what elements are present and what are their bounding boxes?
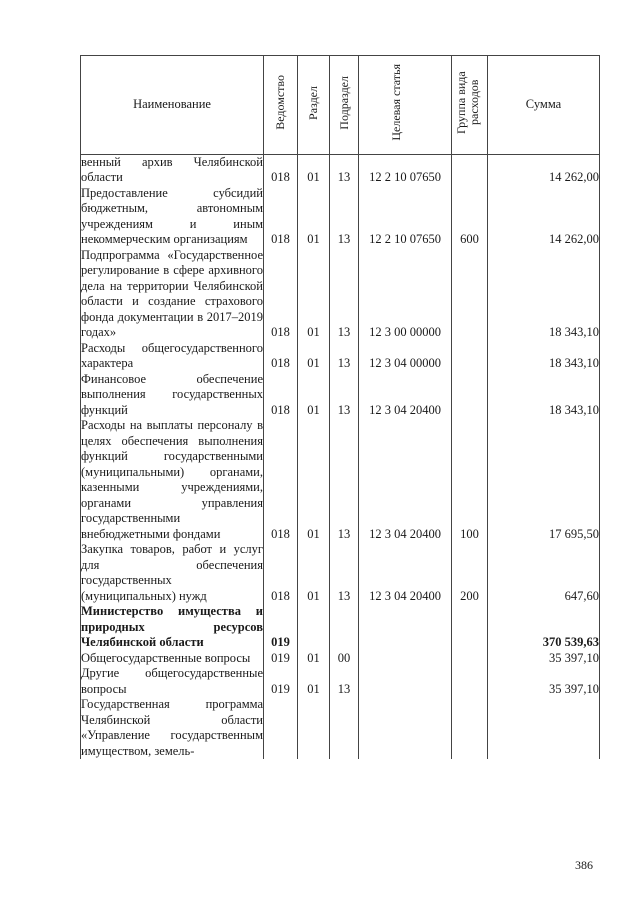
cell-name: Финансовое обеспечение выполнения государственных функций (81, 371, 263, 417)
cell-sec: 01 (298, 418, 330, 542)
table-header (81, 56, 600, 155)
cell-sec: 01 (298, 542, 330, 604)
cell-name: Общегосударственные вопросы (81, 651, 264, 667)
table-row (81, 341, 600, 372)
cell-grp (452, 651, 488, 667)
cell-name: Расходы на выплаты персоналу в целях обеспечения выполнения функций государственными (муниципальными) органами, казенными учреждениями, органами управления государственными внебюджетными фондами (81, 418, 263, 541)
cell-name: Подпрограмма «Государственное регулирование в сфере архивного дела на территории Челябинской области и создание страхового фонда документации в 2017–2019 годах» (81, 247, 263, 339)
cell-sum: 370 539,63 (488, 604, 600, 651)
cell-grp (452, 666, 488, 697)
cell-dept: 018 (264, 186, 298, 248)
cell-name: Государственная программа Челябинской области «Управление государственным имуществом, земель- (81, 697, 263, 758)
cell-sec: 01 (298, 666, 330, 697)
cell-grp: 100 (452, 418, 488, 542)
cell-dept: 018 (264, 542, 298, 604)
cell-target: 12 3 04 00000 (359, 341, 452, 372)
cell-grp (452, 697, 488, 759)
cell-target: 12 3 00 00000 (359, 248, 452, 341)
cell-sum: 14 262,00 (488, 186, 600, 248)
cell-sum: 17 695,50 (488, 418, 600, 542)
cell-sec (298, 697, 330, 759)
table-row (81, 372, 600, 419)
header-target: Целевая статья (359, 56, 452, 155)
cell-dept: 018 (264, 154, 298, 186)
cell-target (359, 666, 452, 697)
header-sum: Сумма (488, 56, 600, 155)
budget-table (80, 55, 600, 759)
page-number: 386 (575, 858, 593, 872)
cell-target: 12 2 10 07650 (359, 186, 452, 248)
cell-sub: 13 (330, 248, 359, 341)
cell-dept: 018 (264, 341, 298, 372)
header-name: Наименование (81, 56, 264, 155)
table-row (81, 651, 600, 667)
cell-sub: 13 (330, 341, 359, 372)
cell-sub: 13 (330, 666, 359, 697)
cell-target: 12 3 04 20400 (359, 542, 452, 604)
cell-sub: 13 (330, 154, 359, 186)
cell-target: 12 3 04 20400 (359, 418, 452, 542)
cell-name: Министерство имущества и природных ресурсов Челябинской области (81, 604, 263, 649)
cell-sum (488, 697, 600, 759)
cell-sec: 01 (298, 341, 330, 372)
cell-target (359, 604, 452, 651)
cell-dept: 019 (264, 666, 298, 697)
cell-sec: 01 (298, 186, 330, 248)
cell-name: Другие общегосударственные вопросы (81, 666, 263, 696)
table-row (81, 604, 600, 651)
cell-grp (452, 604, 488, 651)
table-row (81, 697, 600, 759)
table-row (81, 248, 600, 341)
cell-name: Расходы общегосударственного характера (81, 340, 263, 370)
table-row (81, 186, 600, 248)
cell-dept: 019 (264, 651, 298, 667)
table-body (81, 154, 600, 759)
cell-dept: 018 (264, 248, 298, 341)
cell-sec: 01 (298, 651, 330, 667)
cell-sub: 13 (330, 542, 359, 604)
cell-sum: 35 397,10 (488, 666, 600, 697)
cell-target: 12 3 04 20400 (359, 372, 452, 419)
cell-sum: 35 397,10 (488, 651, 600, 667)
cell-target (359, 651, 452, 667)
cell-target (359, 697, 452, 759)
cell-sub (330, 697, 359, 759)
cell-sub (330, 604, 359, 651)
table-row (81, 666, 600, 697)
cell-grp (452, 372, 488, 419)
cell-name: Закупка товаров, работ и услуг для обеспечения государственных (муниципальных) нужд (81, 542, 263, 603)
table-row (81, 418, 600, 542)
cell-sec: 01 (298, 372, 330, 419)
cell-grp: 200 (452, 542, 488, 604)
cell-grp: 600 (452, 186, 488, 248)
cell-sum: 18 343,10 (488, 341, 600, 372)
header-expense-group: Группа вида расходов (452, 56, 488, 155)
cell-sum: 18 343,10 (488, 372, 600, 419)
cell-sec: 01 (298, 154, 330, 186)
table-row (81, 542, 600, 604)
cell-name: Предоставление субсидий бюджетным, автономным учреждениям и иным некоммерческим организациям (81, 185, 263, 246)
header-subsection: Подраздел (330, 56, 359, 155)
cell-sec (298, 604, 330, 651)
cell-sub: 13 (330, 418, 359, 542)
cell-sub: 13 (330, 372, 359, 419)
cell-dept: 018 (264, 372, 298, 419)
cell-sec: 01 (298, 248, 330, 341)
cell-target: 12 2 10 07650 (359, 154, 452, 186)
cell-grp (452, 248, 488, 341)
cell-dept: 019 (264, 604, 298, 651)
cell-grp (452, 341, 488, 372)
cell-dept: 018 (264, 418, 298, 542)
cell-sum: 647,60 (488, 542, 600, 604)
cell-sum: 18 343,10 (488, 248, 600, 341)
header-section: Раздел (298, 56, 330, 155)
cell-sub: 13 (330, 186, 359, 248)
header-department: Ведомство (264, 56, 298, 155)
cell-dept (264, 697, 298, 759)
table-row (81, 154, 600, 186)
cell-sum: 14 262,00 (488, 154, 600, 186)
cell-grp (452, 154, 488, 186)
cell-sub: 00 (330, 651, 359, 667)
cell-name: венный архив Челябинской области (81, 154, 263, 184)
